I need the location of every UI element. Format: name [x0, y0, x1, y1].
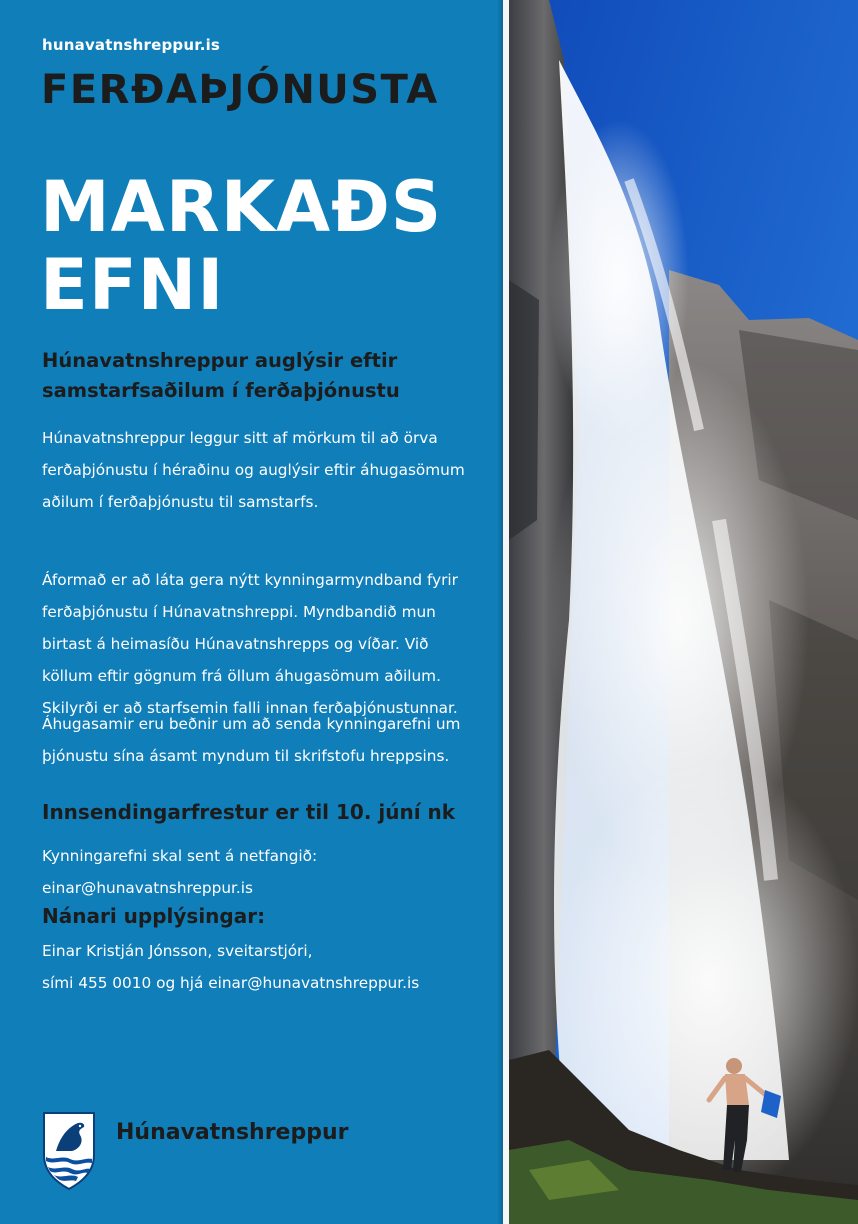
organization-name: Húnavatnshreppur [116, 1120, 349, 1145]
paragraph-line: Húnavatnshreppur leggur sitt af mörkum til að örva [42, 429, 438, 447]
subheading-line: Húnavatnshreppur auglýsir eftir [42, 349, 398, 372]
paragraph-line: ferðaþjónustu í héraðinu og auglýsir eftir áhugasömum [42, 461, 465, 479]
municipal-crest-icon [42, 1111, 96, 1191]
video-paragraph [42, 564, 497, 724]
waterfall-photo-illustration [509, 0, 858, 1224]
more-info-heading: Nánari upplýsingar: [42, 904, 266, 928]
contact-line: Einar Kristján Jónsson, sveitarstjóri, [42, 942, 313, 960]
contact-line[interactable]: sími 455 0010 og hjá einar@hunavatnshreppur.is [42, 974, 420, 992]
waterfall-photo [509, 0, 858, 1224]
headline-line: EFNI [40, 244, 225, 326]
submission-email-link[interactable]: einar@hunavatnshreppur.is [42, 879, 254, 897]
deadline-heading: Innsendingarfrestur er til 10. júní nk [42, 800, 456, 824]
contact-info [42, 935, 419, 999]
intro-paragraph [42, 422, 497, 518]
paragraph-line: ferðaþjónustu í Húnavatnshreppi. Myndbandið mun [42, 603, 436, 621]
subheading [42, 346, 492, 406]
paragraph-line: birtast á heimasíðu Húnavatnshrepps og víðar. Við [42, 635, 429, 653]
headline-line: MARKAÐS [40, 166, 443, 248]
paragraph-line: köllum eftir gögnum frá öllum áhugasömum aðilum. [42, 667, 441, 685]
request-paragraph [42, 708, 497, 772]
paragraph-line: þjónustu sína ásamt myndum til skrifstofu hreppsins. [42, 747, 450, 765]
paragraph-line: Áformað er að láta gera nýtt kynningarmyndband fyrir [42, 571, 458, 589]
paragraph-line: aðilum í ferðaþjónustu til samstarfs. [42, 493, 319, 511]
website-url[interactable]: hunavatnshreppur.is [42, 36, 221, 54]
headline [40, 168, 500, 324]
submission-info [42, 840, 317, 904]
paragraph-line: Áhugasamir eru beðnir um að senda kynningarefni um [42, 715, 461, 733]
category-title: FERÐAÞJÓNUSTA [41, 67, 439, 113]
paragraph-line: Skilyrði er að starfsemin falli innan ferðaþjónustunnar. [42, 699, 458, 717]
submission-line: Kynningarefni skal sent á netfangið: [42, 847, 318, 865]
subheading-line: samstarfsaðilum í ferðaþjónustu [42, 379, 400, 402]
